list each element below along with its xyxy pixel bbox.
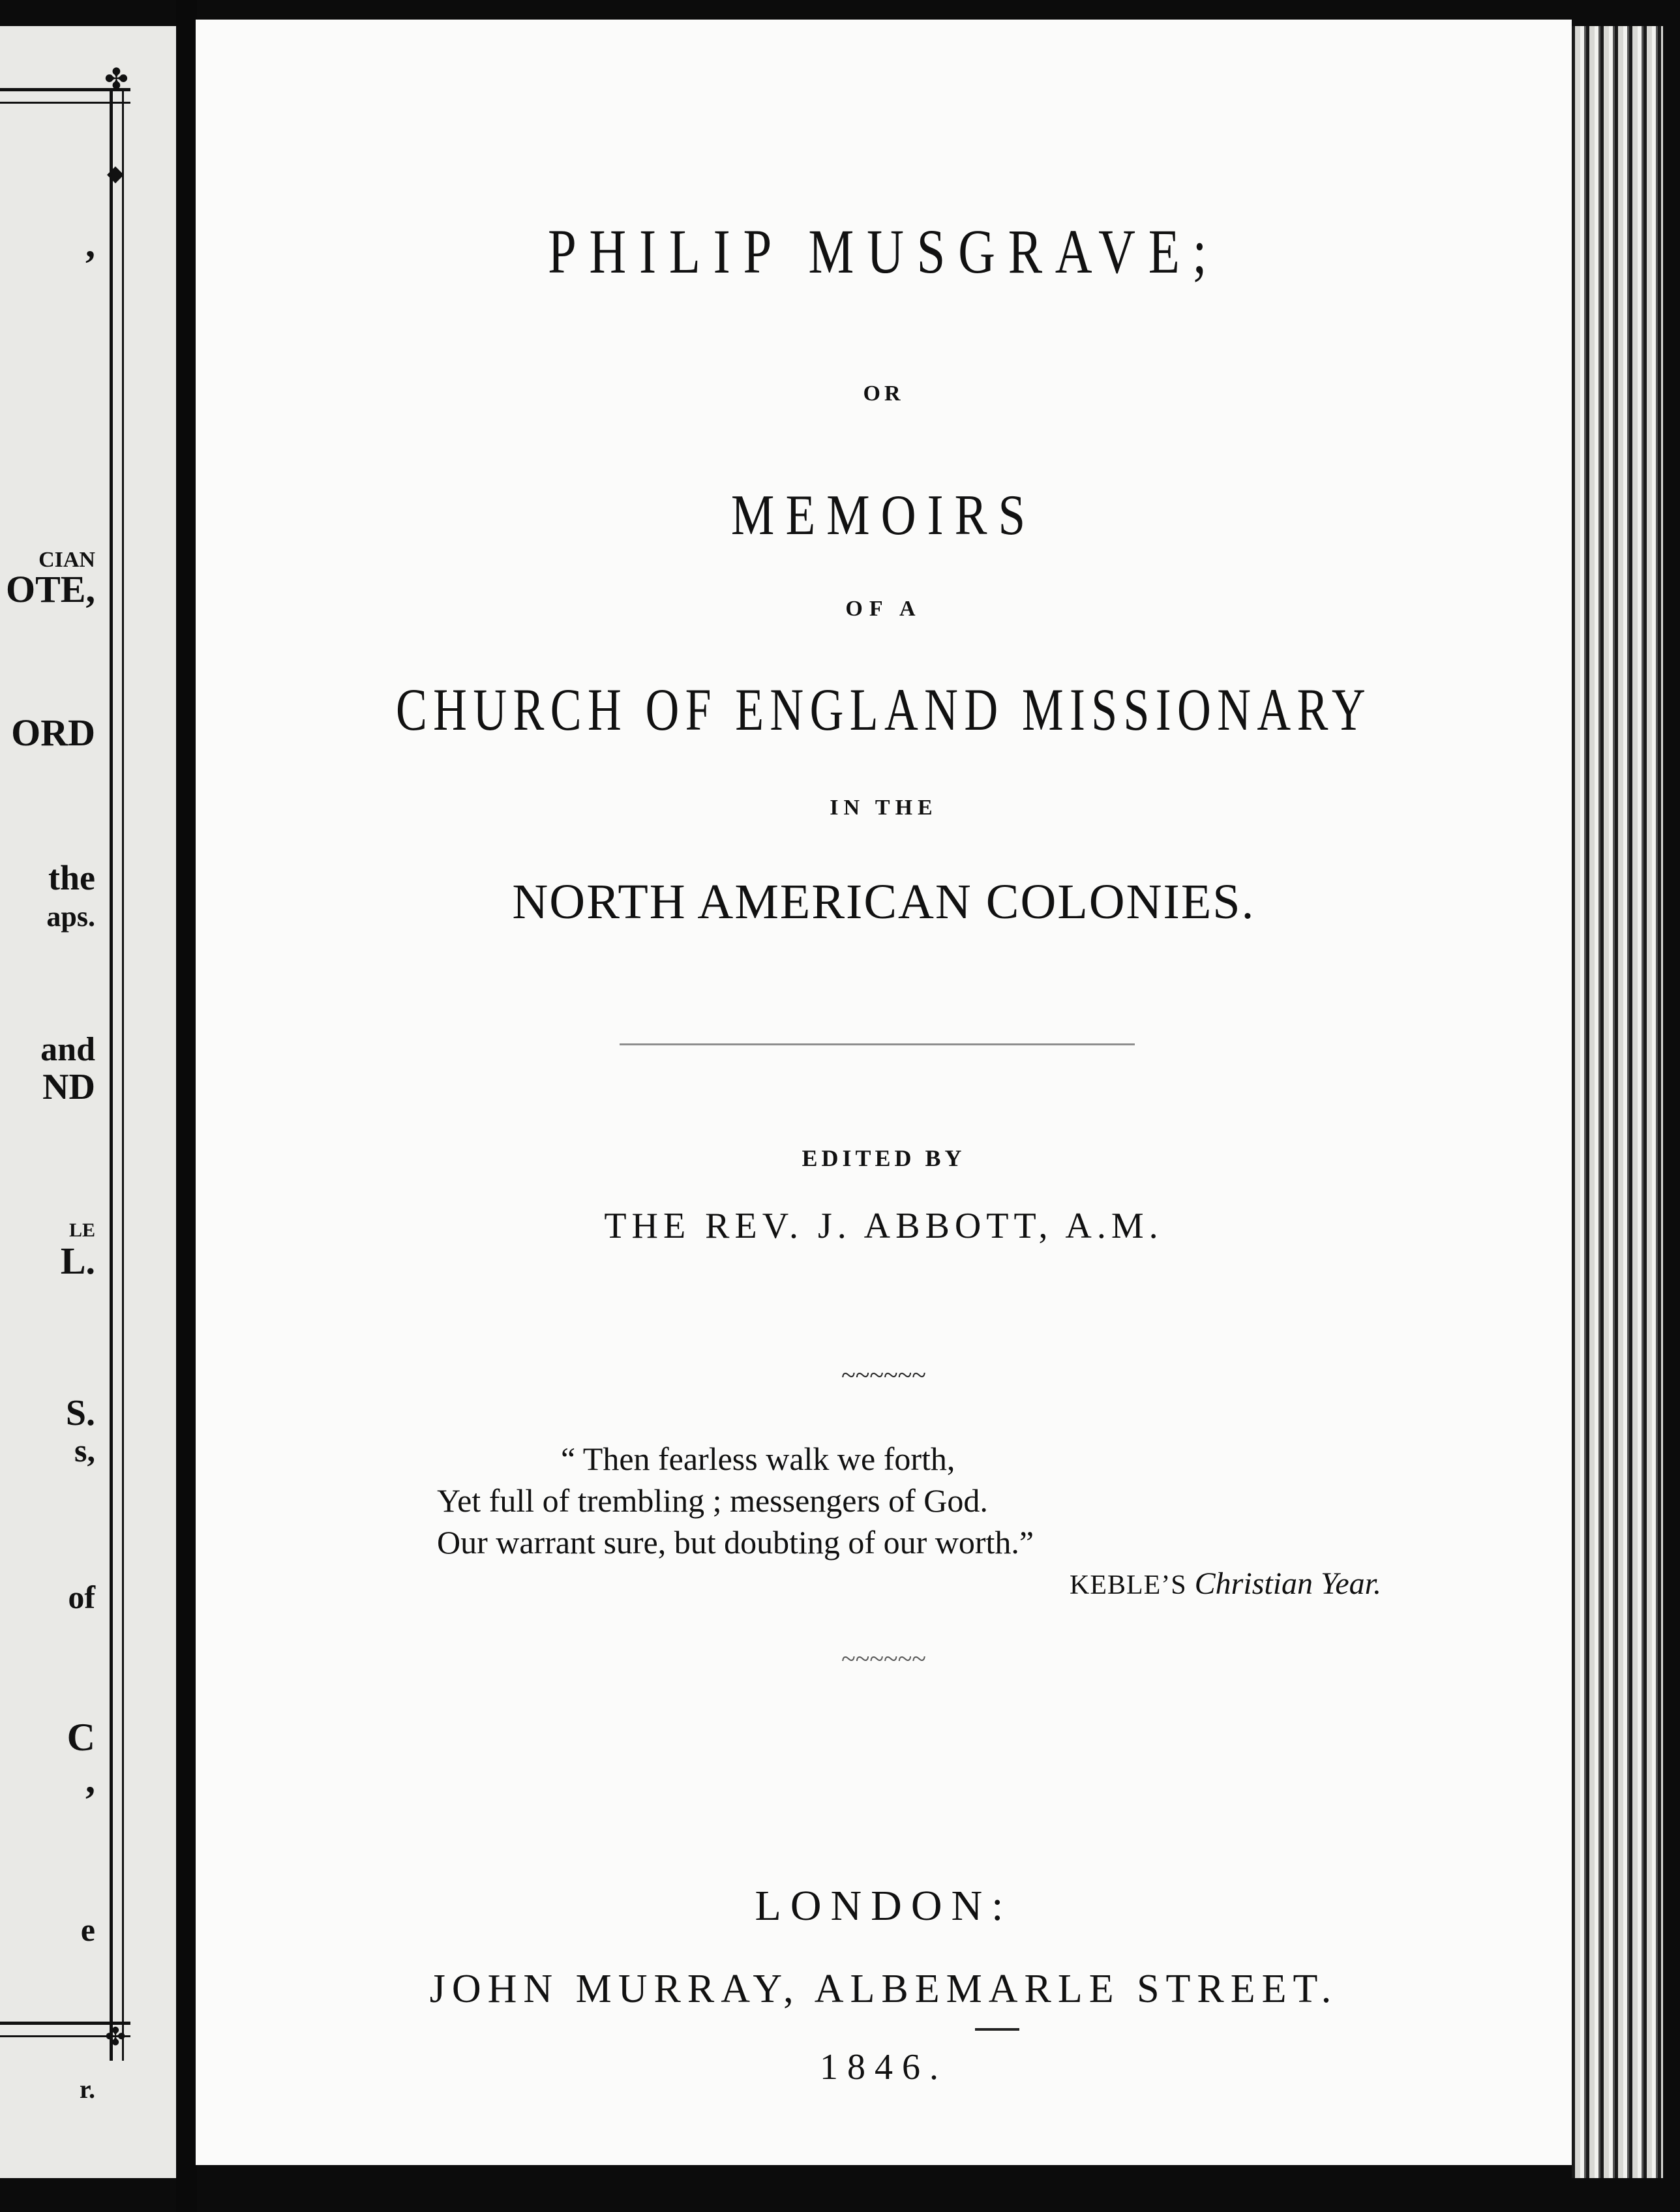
- page-edges: [1572, 26, 1663, 2178]
- facing-page-fragment: ,: [85, 222, 95, 265]
- subtitle-memoirs: MEMOIRS: [730, 484, 1037, 547]
- short-rule: [975, 2028, 1019, 2031]
- ornament-icon: ✤: [104, 63, 128, 95]
- facing-page-fragment: r.: [79, 2074, 95, 2104]
- horizontal-rule: [620, 1043, 1135, 1045]
- epigraph-line: Yet full of trembling ; messengers of God.: [437, 1482, 988, 1519]
- facing-page-fragment: ,: [85, 1758, 95, 1801]
- facing-page-fragment: s,: [74, 1432, 95, 1469]
- book-title: PHILIP MUSGRAVE;: [547, 217, 1220, 286]
- facing-page-fragment: L.: [60, 1240, 95, 1282]
- facing-page-fragment: aps.: [46, 901, 95, 933]
- epigraph-line: Our warrant sure, but doubting of our worth.”: [437, 1524, 1034, 1561]
- ornament-icon: ✤: [105, 2024, 126, 2051]
- editor-name: THE REV. J. ABBOTT, A.M.: [604, 1206, 1163, 1246]
- epigraph-line: “ Then fearless walk we forth,: [561, 1441, 955, 1477]
- facing-page-fragment: e: [80, 1911, 95, 1948]
- facing-page-fragment: CIAN: [38, 548, 95, 572]
- attribution-author: KEBLE’S: [1070, 1570, 1187, 1600]
- facing-page-fragment: S.: [65, 1393, 95, 1433]
- facing-page-fragment: ND: [42, 1067, 95, 1107]
- facing-page: [0, 26, 176, 2178]
- subtitle-in-the: IN THE: [830, 796, 938, 820]
- attribution-work: Christian Year.: [1194, 1566, 1381, 1601]
- edited-by-label: EDITED BY: [802, 1145, 966, 1171]
- facing-page-fragment: the: [48, 858, 95, 897]
- imprint-place: LONDON:: [755, 1882, 1013, 1930]
- facing-page-fragment: and: [40, 1031, 95, 1068]
- imprint-publisher: JOHN MURRAY, ALBEMARLE STREET.: [429, 1967, 1338, 2011]
- subtitle-church: CHURCH OF ENGLAND MISSIONARY: [395, 676, 1372, 743]
- facing-page-fragment: C: [67, 1716, 95, 1759]
- facing-page-fragment: LE: [68, 1219, 95, 1241]
- facing-page-border-vertical: [110, 91, 124, 2061]
- ornament-icon: ◆: [106, 162, 125, 186]
- ornamental-flourish-icon: ~~~~~~: [841, 1360, 926, 1390]
- ornamental-flourish-icon: ~~~~~~: [841, 1644, 926, 1673]
- subtitle-connector: OR: [863, 381, 905, 406]
- facing-page-fragment: ORD: [11, 711, 95, 754]
- epigraph-attribution: [437, 1563, 1480, 1606]
- subtitle-colonies: NORTH AMERICAN COLONIES.: [512, 874, 1255, 929]
- title-page: [196, 20, 1572, 2165]
- epigraph: [437, 1438, 1480, 1606]
- imprint-year: 1846.: [820, 2047, 948, 2087]
- subtitle-of-a: OF A: [845, 597, 922, 621]
- facing-page-fragment: OTE,: [6, 568, 95, 610]
- book-gutter: [176, 0, 197, 2212]
- facing-page-fragment: of: [68, 1579, 95, 1615]
